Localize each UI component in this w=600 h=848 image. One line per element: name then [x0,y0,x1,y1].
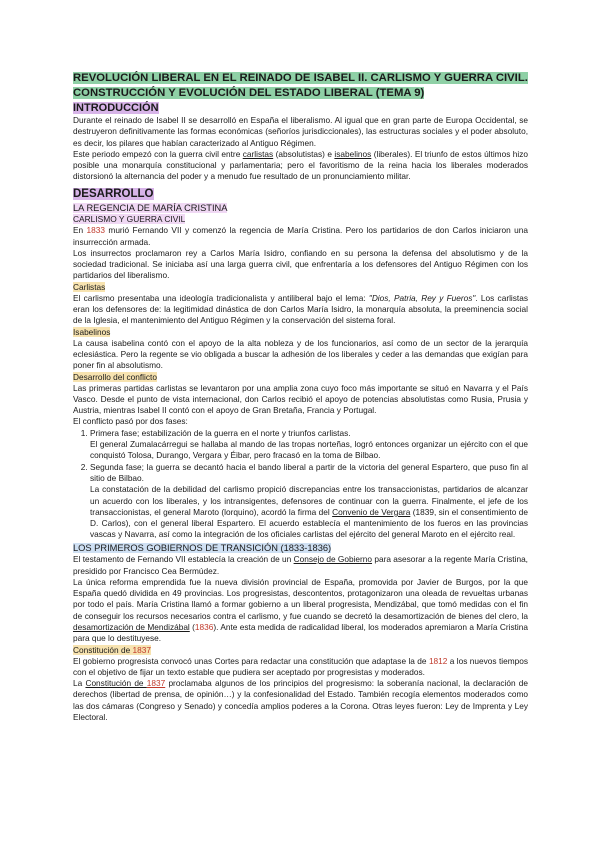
carlistas-label: Carlistas [73,281,106,292]
constitucion-label: Constitución de 1837 [73,644,151,655]
document-page [73,71,528,723]
carlistas-paragraph: El carlismo presentaba una ideología tradicionalista y antiliberal bajo el lema: "Dios, Patria, Rey y Fueros". Los carlistas eran los defensores de: la legitimidad dinástica de don Carlos María Isidro, la monarquía absoluta, la preeminencia social de la Iglesia, el mantenimiento del Antiguo Régimen y la conservación del sistema foral. [73,292,528,326]
desarrollo-heading: DESARROLLO [73,187,154,200]
list-item: 2. Segunda fase; la guerra se decantó hacia el bando liberal a partir de la victoria del general Espartero, que puso fin al sitio de Bilbao. La constatación de la debilidad del carlismo propició discrepancias entre los transaccionistas, partidarios de alcanzar un acuerdo con los liberales, y los intransigentes, defensores de continuar con la guerra. Finalmente, el jefe de los transaccionistas, el general Maroto (lorquino), acordó la firma del Convenio de Vergara (1839, sin el consentimiento de D. Carlos), con el general liberal Espartero. El acuerdo establecía el mantenimiento de los fueros en las provincias vascas y Navarra, así como la integración de los oficiales carlistas del ejército del general Maroto en el ejército real. [90,462,528,541]
fases-intro: El conflicto pasó por dos fases: [73,416,188,427]
gobiernos-paragraph-1: El testamento de Fernando VII establecía la creación de un Consejo de Gobierno para asesorar a la regente María Cristina, presidido por Francisco Cea Bermúdez. [73,554,528,576]
intro-paragraph-1: Durante el reinado de Isabel II se desarrolló en España el liberalismo. Al igual que en gran parte de Europa Occidental, se destruyeron definitivamente las formas económicas (señoríos jurisdiccionales), las estructuras sociales y el poder absoluto, es decir, los pilares que habían caracterizado al Antiguo Régimen. [73,115,528,148]
conflicto-label: Desarrollo del conflicto [73,371,157,382]
conflicto-paragraph: Las primeras partidas carlistas se levantaron por una amplia zona cuyo foco más importante se situó en Navarra y el País Vasco. Desde el punto de vista internacional, don Carlos recibió el apoyo de potencias absolutistas como Rusia, Prusia y Austria, mientras Isabel II contó con el apoyo de Gran Bretaña, Francia y Portugal. [73,382,528,416]
isabelinos-label: Isabelinos [73,326,111,337]
isabelinos-paragraph: La causa isabelina contó con el apoyo de la alta nobleza y de los funcionarios, así como de un sector de la jerarquía eclesiástica. Pero la regente se vio obligada a buscar la adhesión de los liberales y ceder a las demandas que exigían para poner fin al absolutismo. [73,337,528,371]
intro-paragraph-2: Este periodo empezó con la guerra civil entre carlistas (absolutistas) e isabelinos (liberales). El triunfo de estos últimos hizo posible una monarquía constitucional y parlamentaria; pero el favoritismo de la reina hacia los liberales moderados distorsionó la alternancia del poder y a menudo fue resultado de un pronunciamiento militar. [73,148,528,182]
list-item: 1. Primera fase; estabilización de la guerra en el norte y triunfos carlistas. El general Zumalacárregui se hallaba al mando de las tropas norteñas, logró entonces organizar un ejército con el que conquistó Tolosa, Durango, Vergara y Éibar, pero fracasó en la toma de Bilbao. [90,428,528,462]
page-title: REVOLUCIÓN LIBERAL EN EL REINADO DE ISABEL II. CARLISMO Y GUERRA CIVIL. CONSTRUCCIÓN Y EVOLUCIÓN DEL ESTADO LIBERAL (TEMA 9) [73,72,528,99]
carlismo-paragraph-1: En 1833 murió Fernando VII y comenzó la regencia de María Cristina. Pero los partidarios de don Carlos iniciaron una insurrección armada. [73,225,528,247]
intro-heading: INTRODUCCIÓN [73,102,159,114]
regencia-heading: LA REGENCIA DE MARÍA CRISTINA [73,202,228,213]
constitucion-paragraph-2: La Constitución de 1837 proclamaba algunos de los principios del progresismo: la soberanía nacional, la declaración de derechos (libertad de prensa, de opinión…) y la confesionalidad del Estado. También recogía elementos moderados como las dos cámaras (Congreso y Senado) y concedía amplios poderes a la Corona. Otras leyes fueron: Ley de Imprenta y Ley Electoral. [73,678,528,723]
gobiernos-paragraph-2: La única reforma emprendida fue la nueva división provincial de España, promovida por Javier de Burgos, por la que España quedó dividida en 49 provincias. Los progresistas, descontentos, protagonizaron una oleada de revueltas urbanas por todo el país. María Cristina llamó a formar gobierno a un liberal progresista, Mendizábal, que tomó medidas con el fin de conseguir los recursos necesarios contra el carlismo, y fue cuando se decretó la desamortización de bienes del clero, la desamortización de Mendizábal (1836). Ante esta medida de radicalidad liberal, los moderados apremiaron a María Cristina para que lo destituyese. [73,576,528,644]
constitucion-paragraph-1: El gobierno progresista convocó unas Cortes para redactar una constitución que adaptase la de 1812 a los nuevos tiempos con el objetivo de fijar un texto estable que pudiera ser aceptado por progresistas y moderados. [73,655,529,677]
fases-list [73,428,528,541]
gobiernos-heading: LOS PRIMEROS GOBIERNOS DE TRANSICIÓN (1833-1836) [73,542,332,553]
carlismo-paragraph-2: Los insurrectos proclamaron rey a Carlos María Isidro, confiando en su persona la defensa del absolutismo y de la sociedad tradicional. Se iniciaba así una larga guerra civil, que enfrentaría a los defensores del Antiguo Régimen con los partidarios del liberalismo. [73,247,528,281]
carlismo-subheading: CARLISMO Y GUERRA CIVIL [73,214,186,225]
